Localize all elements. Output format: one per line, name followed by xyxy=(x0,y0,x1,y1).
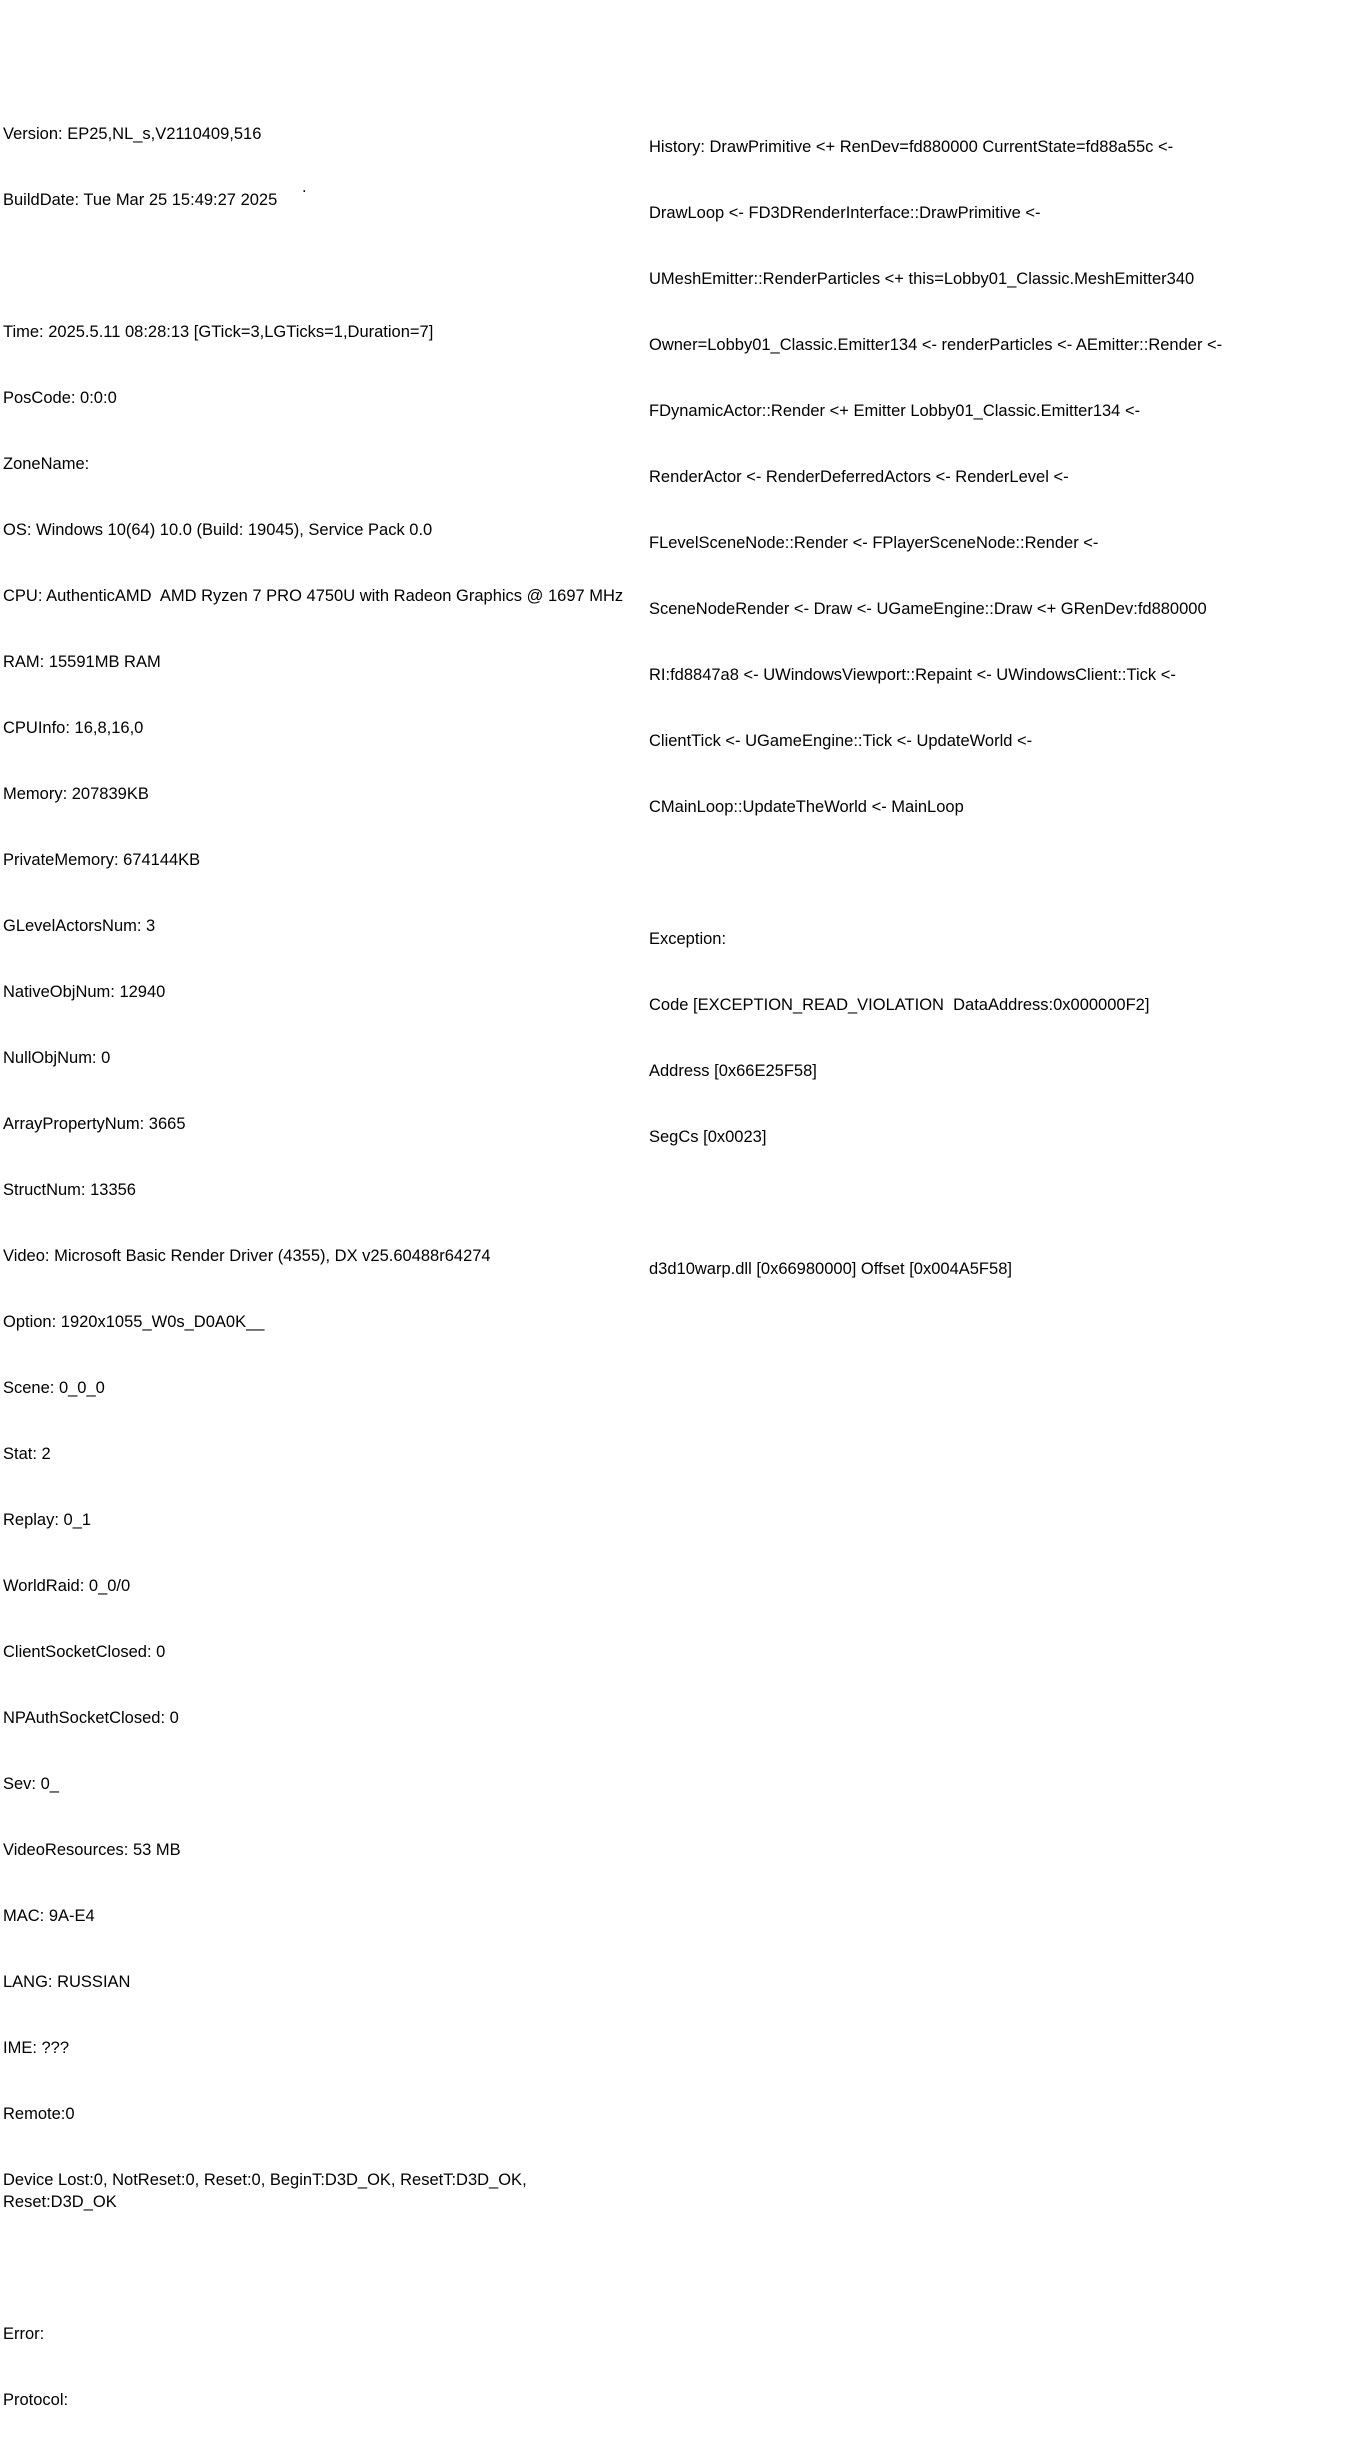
report-line: BuildDate: Tue Mar 25 15:49:27 2025 xyxy=(3,191,278,209)
report-line: OS: Windows 10(64) 10.0 (Build: 19045), Service Pack 0.0 xyxy=(3,521,433,539)
report-line: Video: Microsoft Basic Render Driver (4355), DX v25.60488r64274 xyxy=(3,1247,491,1265)
report-line: PrivateMemory: 674144KB xyxy=(3,851,201,869)
report-line: LANG: RUSSIAN xyxy=(3,1973,131,1991)
report-line: Replay: 0_1 xyxy=(3,1511,92,1529)
report-line: WorldRaid: 0_0/0 xyxy=(3,1577,131,1595)
crash-report-left-column xyxy=(3,79,643,2455)
report-line: Protocol: xyxy=(3,2391,69,2409)
report-line: History: DrawPrimitive <+ RenDev=fd880000 CurrentState=fd88a55c <- xyxy=(649,138,1174,156)
report-line: PosCode: 0:0:0 xyxy=(3,389,117,407)
report-line: SceneNodeRender <- Draw <- UGameEngine::Draw <+ GRenDev:fd880000 xyxy=(649,600,1207,618)
report-line: ClientSocketClosed: 0 xyxy=(3,1643,166,1661)
report-line: Time: 2025.5.11 08:28:13 [GTick=3,LGTicks=1,Duration=7] xyxy=(3,323,434,341)
report-blank-line xyxy=(3,2257,643,2279)
poscode-dot-marker: . xyxy=(302,178,307,196)
report-line: Stat: 2 xyxy=(3,1445,51,1463)
report-line: Address [0x66E25F58] xyxy=(649,1062,817,1080)
report-line: SegCs [0x0023] xyxy=(649,1128,767,1146)
report-line: CMainLoop::UpdateTheWorld <- MainLoop xyxy=(649,798,964,816)
report-line: VideoResources: 53 MB xyxy=(3,1841,181,1859)
report-line: Remote:0 xyxy=(3,2105,75,2123)
crash-report-right-column xyxy=(649,92,1329,1324)
report-line: Scene: 0_0_0 xyxy=(3,1379,105,1397)
report-line: d3d10warp.dll [0x66980000] Offset [0x004A5F58] xyxy=(649,1260,1012,1278)
report-line: StructNum: 13356 xyxy=(3,1181,136,1199)
report-line: Sev: 0_ xyxy=(3,1775,59,1793)
report-line: Memory: 207839KB xyxy=(3,785,149,803)
report-line: Option: 1920x1055_W0s_D0A0K__ xyxy=(3,1313,265,1331)
report-line: Error: xyxy=(3,2325,45,2343)
report-line: IME: ??? xyxy=(3,2039,70,2057)
report-line: DrawLoop <- FD3DRenderInterface::DrawPrimitive <- xyxy=(649,204,1041,222)
report-line: CPUInfo: 16,8,16,0 xyxy=(3,719,144,737)
report-line: FDynamicActor::Render <+ Emitter Lobby01_Classic.Emitter134 <- xyxy=(649,402,1141,420)
report-line: NativeObjNum: 12940 xyxy=(3,983,166,1001)
report-line: NPAuthSocketClosed: 0 xyxy=(3,1709,179,1727)
report-line: RenderActor <- RenderDeferredActors <- RenderLevel <- xyxy=(649,468,1069,486)
report-line: Version: EP25,NL_s,V2110409,516 xyxy=(3,125,262,143)
report-line: Owner=Lobby01_Classic.Emitter134 <- renderParticles <- AEmitter::Render <- xyxy=(649,336,1223,354)
report-line: UMeshEmitter::RenderParticles <+ this=Lobby01_Classic.MeshEmitter340 xyxy=(649,270,1195,288)
report-line: Code [EXCEPTION_READ_VIOLATION DataAddress:0x000000F2] xyxy=(649,996,1150,1014)
report-line: ZoneName: xyxy=(3,455,90,473)
report-blank-line xyxy=(649,862,1329,884)
report-line: RAM: 15591MB RAM xyxy=(3,653,161,671)
report-line: GLevelActorsNum: 3 xyxy=(3,917,156,935)
report-blank-line xyxy=(3,255,643,277)
report-line: Exception: xyxy=(649,930,727,948)
report-line: NullObjNum: 0 xyxy=(3,1049,111,1067)
report-line: Device Lost:0, NotReset:0, Reset:0, BeginT:D3D_OK, ResetT:D3D_OK, Reset:D3D_OK xyxy=(3,2171,532,2211)
report-line: FLevelSceneNode::Render <- FPlayerSceneNode::Render <- xyxy=(649,534,1099,552)
report-line: ClientTick <- UGameEngine::Tick <- UpdateWorld <- xyxy=(649,732,1033,750)
report-line: ArrayPropertyNum: 3665 xyxy=(3,1115,186,1133)
report-blank-line xyxy=(649,1192,1329,1214)
report-line: RI:fd8847a8 <- UWindowsViewport::Repaint <- UWindowsClient::Tick <- xyxy=(649,666,1176,684)
report-line: MAC: 9A-E4 xyxy=(3,1907,95,1925)
report-line: CPU: AuthenticAMD AMD Ryzen 7 PRO 4750U with Radeon Graphics @ 1697 MHz xyxy=(3,587,624,605)
